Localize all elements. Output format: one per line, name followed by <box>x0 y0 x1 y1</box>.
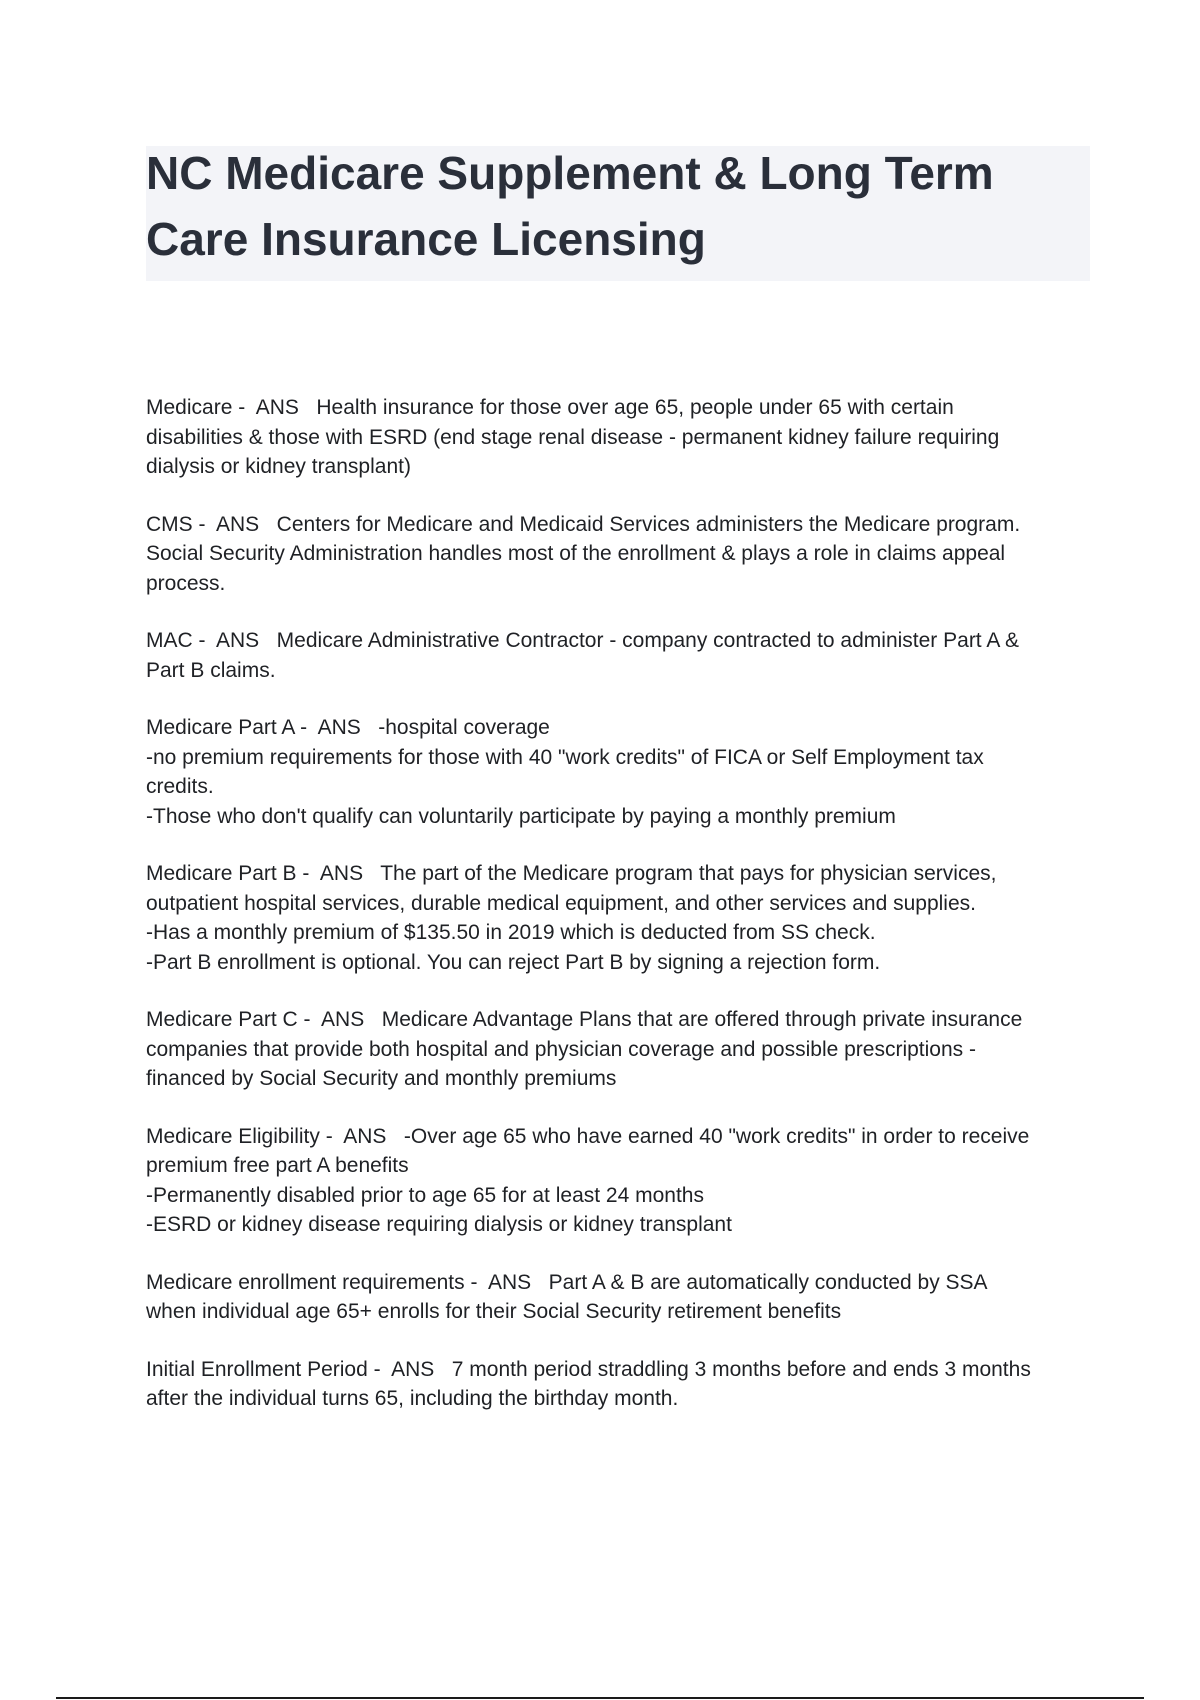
document-title-line-1: NC Medicare Supplement & Long Term <box>146 147 994 199</box>
qa-entry-medicare <box>146 393 1096 482</box>
entry-line: Social Security Administration handles most of the enrollment & plays a role in claims appeal <box>146 542 1006 565</box>
qa-entry-initial-enrollment-period <box>146 1355 1096 1414</box>
footer-divider <box>56 1697 1144 1699</box>
entry-line: -Has a monthly premium of $135.50 in 2019 which is deducted from SS check. <box>146 921 876 944</box>
entry-line: premium free part A benefits <box>146 1154 409 1177</box>
entry-line: Medicare Part C - ANS Medicare Advantage Plans that are offered through private insurance <box>146 1008 1023 1031</box>
entry-line: -Those who don't qualify can voluntarily participate by paying a monthly premium <box>146 804 896 828</box>
entry-line: CMS - ANS Centers for Medicare and Medicaid Services administers the Medicare program. <box>146 512 1021 536</box>
qa-list <box>146 393 1096 1442</box>
entry-line: -Part B enrollment is optional. You can reject Part B by signing a rejection form. <box>146 950 881 974</box>
entry-line: -no premium requirements for those with 40 "work credits" of FICA or Self Employment tax <box>146 745 984 769</box>
entry-line: MAC - ANS Medicare Administrative Contractor - company contracted to administer Part A & <box>146 629 1020 652</box>
qa-entry-part-c <box>146 1005 1096 1094</box>
entry-line: dialysis or kidney transplant) <box>146 455 411 478</box>
qa-entry-enrollment-requirements <box>146 1268 1096 1327</box>
entry-line: Initial Enrollment Period - ANS 7 month period straddling 3 months before and ends 3 months <box>146 1357 1031 1381</box>
qa-entry-eligibility <box>146 1122 1096 1240</box>
title-block <box>146 146 1090 281</box>
entry-line: credits. <box>146 775 214 798</box>
entry-line: when individual age 65+ enrolls for their Social Security retirement benefits <box>146 1300 842 1323</box>
qa-entry-mac <box>146 626 1096 685</box>
entry-line: -Permanently disabled prior to age 65 for at least 24 months <box>146 1183 704 1207</box>
entry-line: process. <box>146 571 226 595</box>
entry-line: Part B claims. <box>146 658 276 682</box>
qa-entry-cms <box>146 510 1096 599</box>
entry-line: disabilities & those with ESRD (end stage renal disease - permanent kidney failure requiring <box>146 425 1000 449</box>
entry-line: financed by Social Security and monthly premiums <box>146 1067 617 1090</box>
entry-line: Medicare Part A - ANS -hospital coverage <box>146 716 550 739</box>
entry-line: after the individual turns 65, including the birthday month. <box>146 1387 679 1410</box>
entry-line: -ESRD or kidney disease requiring dialysis or kidney transplant <box>146 1213 732 1236</box>
entry-line: Medicare - ANS Health insurance for those over age 65, people under 65 with certain <box>146 396 954 419</box>
qa-entry-part-b <box>146 859 1096 977</box>
entry-line: Medicare enrollment requirements - ANS Part A & B are automatically conducted by SSA <box>146 1270 988 1294</box>
entry-line: companies that provide both hospital and physician coverage and possible prescriptions - <box>146 1037 976 1061</box>
entry-line: outpatient hospital services, durable medical equipment, and other services and supplies. <box>146 891 976 915</box>
document-title-line-2: Care Insurance Licensing <box>146 213 706 265</box>
entry-line: Medicare Part B - ANS The part of the Medicare program that pays for physician services, <box>146 862 997 885</box>
entry-line: Medicare Eligibility - ANS -Over age 65 who have earned 40 "work credits" in order to receive <box>146 1124 1030 1148</box>
qa-entry-part-a <box>146 713 1096 831</box>
